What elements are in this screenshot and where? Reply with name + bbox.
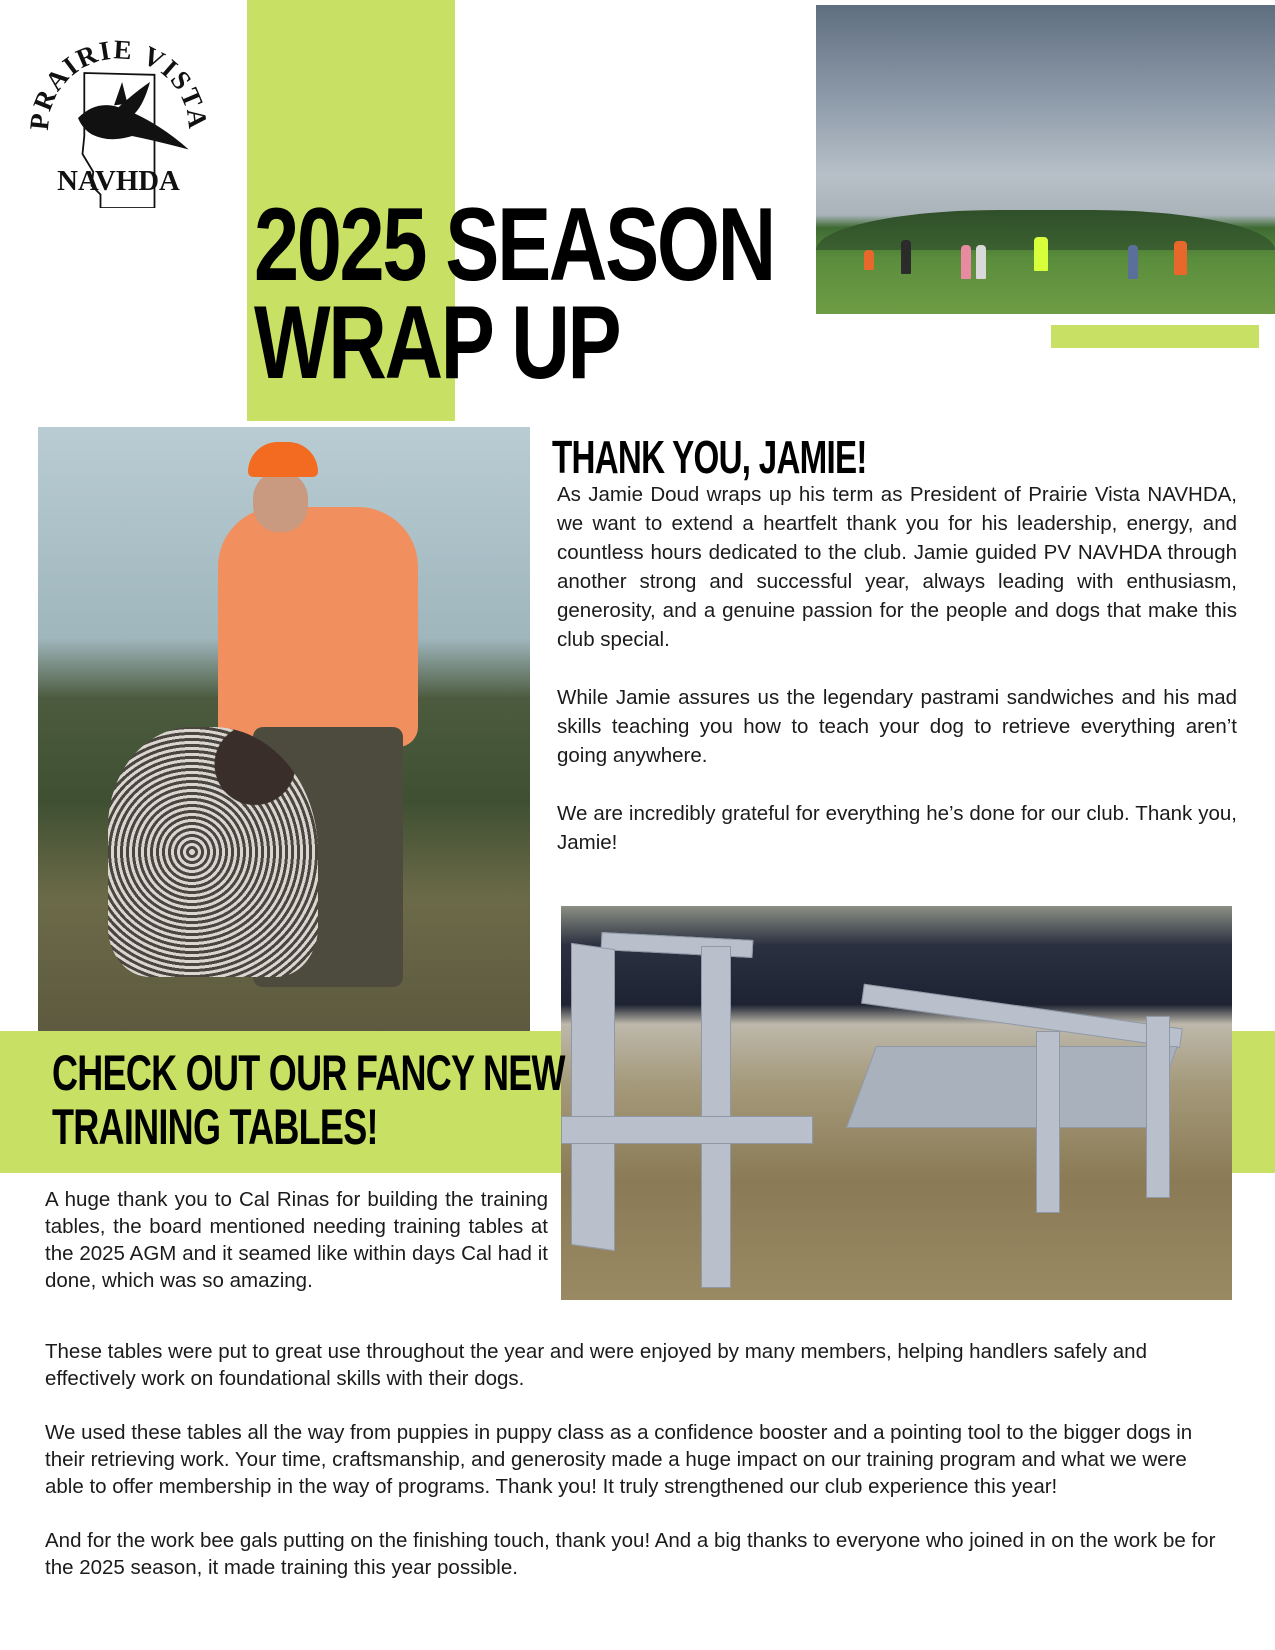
table-plank (1146, 1016, 1170, 1198)
thanks-paragraph: We are incredibly grateful for everything he’s done for our club. Thank you, Jamie! (557, 802, 1237, 854)
handler-figure (1034, 237, 1048, 271)
logo-bottom-text: NAVHDA (57, 165, 180, 197)
handler-figure (864, 250, 874, 270)
tables-intro-paragraph: A huge thank you to Cal Rinas for building the training tables, the board mentioned needing training tables at the 2025 AGM and it seamed like within days Cal had it done, which was so amazing. (45, 1188, 548, 1292)
tables-heading-line-1: CHECK OUT OUR FANCY NEW (52, 1045, 565, 1101)
green-accent-bar (1051, 325, 1259, 348)
title-line-2: WRAP UP (254, 285, 620, 401)
tables-paragraph: We used these tables all the way from puppies in puppy class as a confidence booster and a pointing tool to the bigger dogs in their retrieving work. Your time, craftsmanship, and generosity made a huge impact on our training program and what we were able to offer membership in the way of programs. Thank you! It truly strengthened our club experience this year! (45, 1421, 1193, 1498)
handler-figure (1128, 245, 1138, 279)
thanks-paragraph: While Jamie assures us the legendary pastrami sandwiches and his mad skills teaching you how to teach your dog to retrieve everything aren’t going anywhere. (557, 686, 1237, 767)
tables-paragraph: And for the work bee gals putting on the finishing touch, thank you! And a big thanks to everyone who joined in on the work be for the 2025 season, it made training this year possible. (45, 1529, 1216, 1579)
thanks-heading: THANK YOU, JAMIE! (552, 431, 867, 483)
title-line-1: 2025 SEASON (254, 187, 774, 303)
jamie-with-dog-photo (38, 427, 530, 1031)
tables-paragraph: These tables were put to great use throughout the year and were enjoyed by many members, helping handlers safely and effectively work on foundational skills with their dogs. (45, 1340, 1147, 1390)
table-plank (846, 1046, 1178, 1128)
tables-heading (52, 1046, 565, 1154)
handler-figure (961, 245, 971, 279)
table-plank (571, 943, 615, 1251)
handler-figure (901, 240, 911, 274)
table-plank (861, 984, 1183, 1049)
table-plank (1036, 1031, 1060, 1213)
pheasant-in-alberta-outline-icon (26, 28, 211, 208)
field-training-photo (816, 5, 1275, 314)
pointer-dog-shape (108, 727, 318, 977)
face-shape (253, 472, 308, 532)
handler-figure (1174, 241, 1187, 275)
logo-top-text: PRAIRIE VISTA (26, 34, 211, 132)
tables-body (45, 1338, 1231, 1608)
table-plank (561, 1116, 813, 1144)
orange-shirt-shape (218, 507, 418, 747)
handler-figure (976, 245, 986, 279)
tables-intro (45, 1186, 548, 1294)
orange-cap-shape (248, 442, 318, 477)
thanks-paragraph: As Jamie Doud wraps up his term as President of Prairie Vista NAVHDA, we want to extend a heartfelt thank you for his leadership, energy, and countless hours dedicated to the club. Jamie guided PV NAVHDA through another strong and successful year, always leading with enthusiasm, generosity, and a genuine passion for the people and dogs that make this club special. (557, 483, 1237, 651)
prairie-vista-navhda-logo (26, 28, 211, 208)
tables-heading-line-2: TRAINING TABLES! (52, 1099, 378, 1155)
training-tables-photo (561, 906, 1232, 1300)
thanks-body (557, 480, 1237, 857)
page-title (254, 187, 774, 401)
